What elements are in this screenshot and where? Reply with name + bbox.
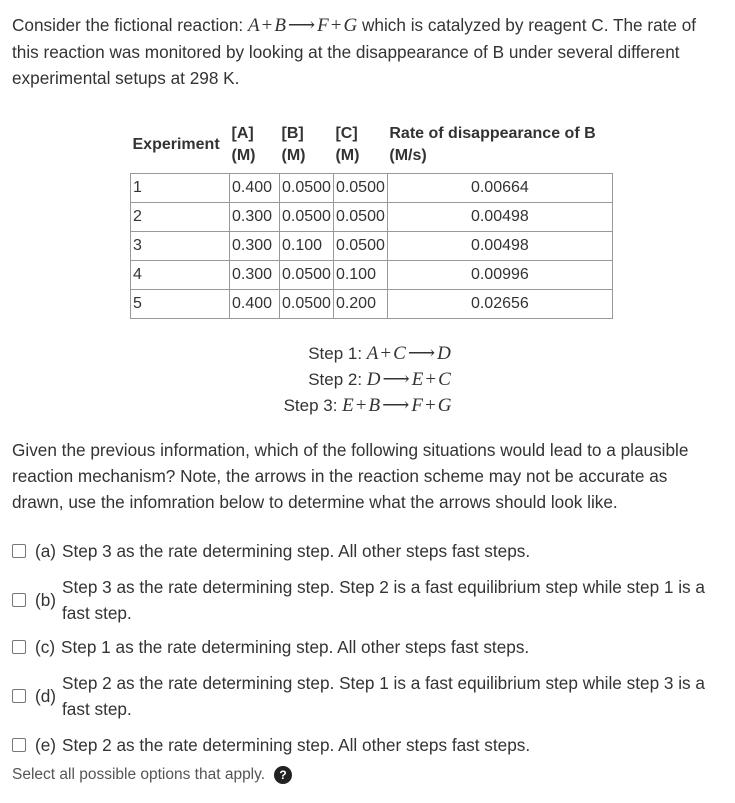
header-b <box>280 117 334 174</box>
plus-sign: + <box>424 395 436 416</box>
header-rate-label: Rate of disappearance of B <box>389 125 596 142</box>
option-checkbox[interactable] <box>12 640 26 654</box>
reaction-arrow: ⟶ <box>407 343 436 364</box>
species-b: B <box>274 15 286 36</box>
cell-rate: 0.00664 <box>387 174 612 203</box>
table-body <box>131 174 613 319</box>
cell-c: 0.200 <box>333 290 387 319</box>
species: C <box>393 343 406 364</box>
table-row <box>131 290 613 319</box>
cell-a: 0.300 <box>230 203 280 232</box>
species: E <box>342 395 354 416</box>
cell-rate: 0.02656 <box>387 290 612 319</box>
mechanism-steps <box>0 341 735 419</box>
cell-b: 0.100 <box>280 232 334 261</box>
option-text: Step 3 as the rate determining step. Step 2 is a fast equilibrium step while step 1 is a fast step. <box>62 577 705 623</box>
footer-note <box>12 766 292 784</box>
header-c-unit: (M) <box>335 147 360 164</box>
header-rate-unit: (M/s) <box>389 147 427 164</box>
header-a-unit: (M) <box>231 147 256 164</box>
plus-sign: + <box>330 15 342 36</box>
plus-sign: + <box>380 343 392 364</box>
cell-b: 0.0500 <box>280 261 334 290</box>
step-equation <box>367 343 451 364</box>
step-equation <box>367 369 451 390</box>
option-c[interactable] <box>12 634 722 660</box>
option-checkbox[interactable] <box>12 738 26 752</box>
option-text: Step 2 as the rate determining step. Step 1 is a fast equilibrium step while step 3 is a fast step. <box>62 673 705 719</box>
header-b-unit: (M) <box>281 147 306 164</box>
step-equation <box>342 395 451 416</box>
cell-experiment: 3 <box>131 232 230 261</box>
cell-a: 0.400 <box>230 174 280 203</box>
option-letter: (c) <box>35 637 56 657</box>
cell-experiment: 1 <box>131 174 230 203</box>
intro-paragraph <box>12 12 717 91</box>
step-2 <box>12 367 735 393</box>
species: D <box>366 369 381 390</box>
intro-prefix: Consider the fictional reaction: <box>12 15 248 35</box>
header-c-label: [C] <box>335 125 358 142</box>
species: A <box>366 343 379 364</box>
cell-c: 0.0500 <box>333 174 387 203</box>
plus-sign: + <box>261 15 273 36</box>
cell-a: 0.300 <box>230 232 280 261</box>
header-b-label: [B] <box>281 125 304 142</box>
cell-c: 0.0500 <box>333 203 387 232</box>
cell-a: 0.400 <box>230 290 280 319</box>
step-1 <box>12 341 735 367</box>
header-a-label: [A] <box>231 125 254 142</box>
option-e[interactable] <box>12 732 722 758</box>
table-row <box>131 174 613 203</box>
rate-table-container <box>130 117 613 319</box>
cell-b: 0.0500 <box>280 203 334 232</box>
cell-rate: 0.00498 <box>387 203 612 232</box>
header-a <box>230 117 280 174</box>
cell-experiment: 5 <box>131 290 230 319</box>
species: C <box>438 369 451 390</box>
step-label: Step 3: <box>283 396 343 415</box>
reaction-arrow: ⟶ <box>382 395 410 416</box>
species: G <box>437 395 452 416</box>
step-label: Step 2: <box>308 370 367 389</box>
cell-b: 0.0500 <box>280 290 334 319</box>
species-f: F <box>317 15 329 36</box>
option-text: Step 3 as the rate determining step. All other steps fast steps. <box>62 541 531 561</box>
plus-sign: + <box>425 369 437 390</box>
plus-sign: + <box>355 395 367 416</box>
header-experiment: Experiment <box>132 136 220 153</box>
table-row <box>131 203 613 232</box>
option-checkbox[interactable] <box>12 689 26 703</box>
cell-a: 0.300 <box>230 261 280 290</box>
option-letter: (b) <box>35 590 57 610</box>
step-label: Step 1: <box>308 344 367 363</box>
option-b[interactable] <box>12 574 722 626</box>
species: E <box>411 369 424 390</box>
table-row <box>131 261 613 290</box>
option-letter: (e) <box>35 735 57 755</box>
cell-b: 0.0500 <box>280 174 334 203</box>
rate-table <box>130 117 613 319</box>
table-row <box>131 232 613 261</box>
cell-c: 0.100 <box>333 261 387 290</box>
option-letter: (d) <box>35 686 57 706</box>
intro-suffix: which is catalyzed by reagent C. The rate of this reaction was monitored by looking at the disappearance of B under several different experimental setups at 298 K. <box>12 15 697 88</box>
step-3 <box>0 393 735 419</box>
option-d[interactable] <box>12 670 722 722</box>
species-a: A <box>247 15 260 36</box>
cell-rate: 0.00498 <box>387 232 612 261</box>
species: B <box>368 395 381 416</box>
cell-experiment: 4 <box>131 261 230 290</box>
cell-rate: 0.00996 <box>387 261 612 290</box>
header-c <box>333 117 387 174</box>
question-text: Given the previous information, which of the following situations would lead to a plausible reaction mechanism? Note, the arrows in the reaction scheme may not be accurate as drawn, use the infomration below to determine what the arrows should look like. <box>12 440 689 512</box>
species: D <box>437 343 451 364</box>
reaction-equation <box>248 15 357 36</box>
select-all-note: Select all possible options that apply. <box>12 766 266 783</box>
header-rate <box>387 117 612 174</box>
option-text: Step 2 as the rate determining step. All other steps fast steps. <box>62 735 531 755</box>
species: F <box>411 395 423 416</box>
option-checkbox[interactable] <box>12 593 26 607</box>
option-checkbox[interactable] <box>12 544 26 558</box>
table-header-row <box>131 117 613 174</box>
option-a[interactable] <box>12 538 722 564</box>
help-icon[interactable]: ? <box>274 766 292 784</box>
cell-experiment: 2 <box>131 203 230 232</box>
option-text: Step 1 as the rate determining step. All other steps fast steps. <box>61 637 530 657</box>
cell-c: 0.0500 <box>333 232 387 261</box>
reaction-arrow: ⟶ <box>382 369 410 390</box>
species-g: G <box>343 15 358 36</box>
reaction-arrow: ⟶ <box>287 15 316 36</box>
option-letter: (a) <box>35 541 57 561</box>
